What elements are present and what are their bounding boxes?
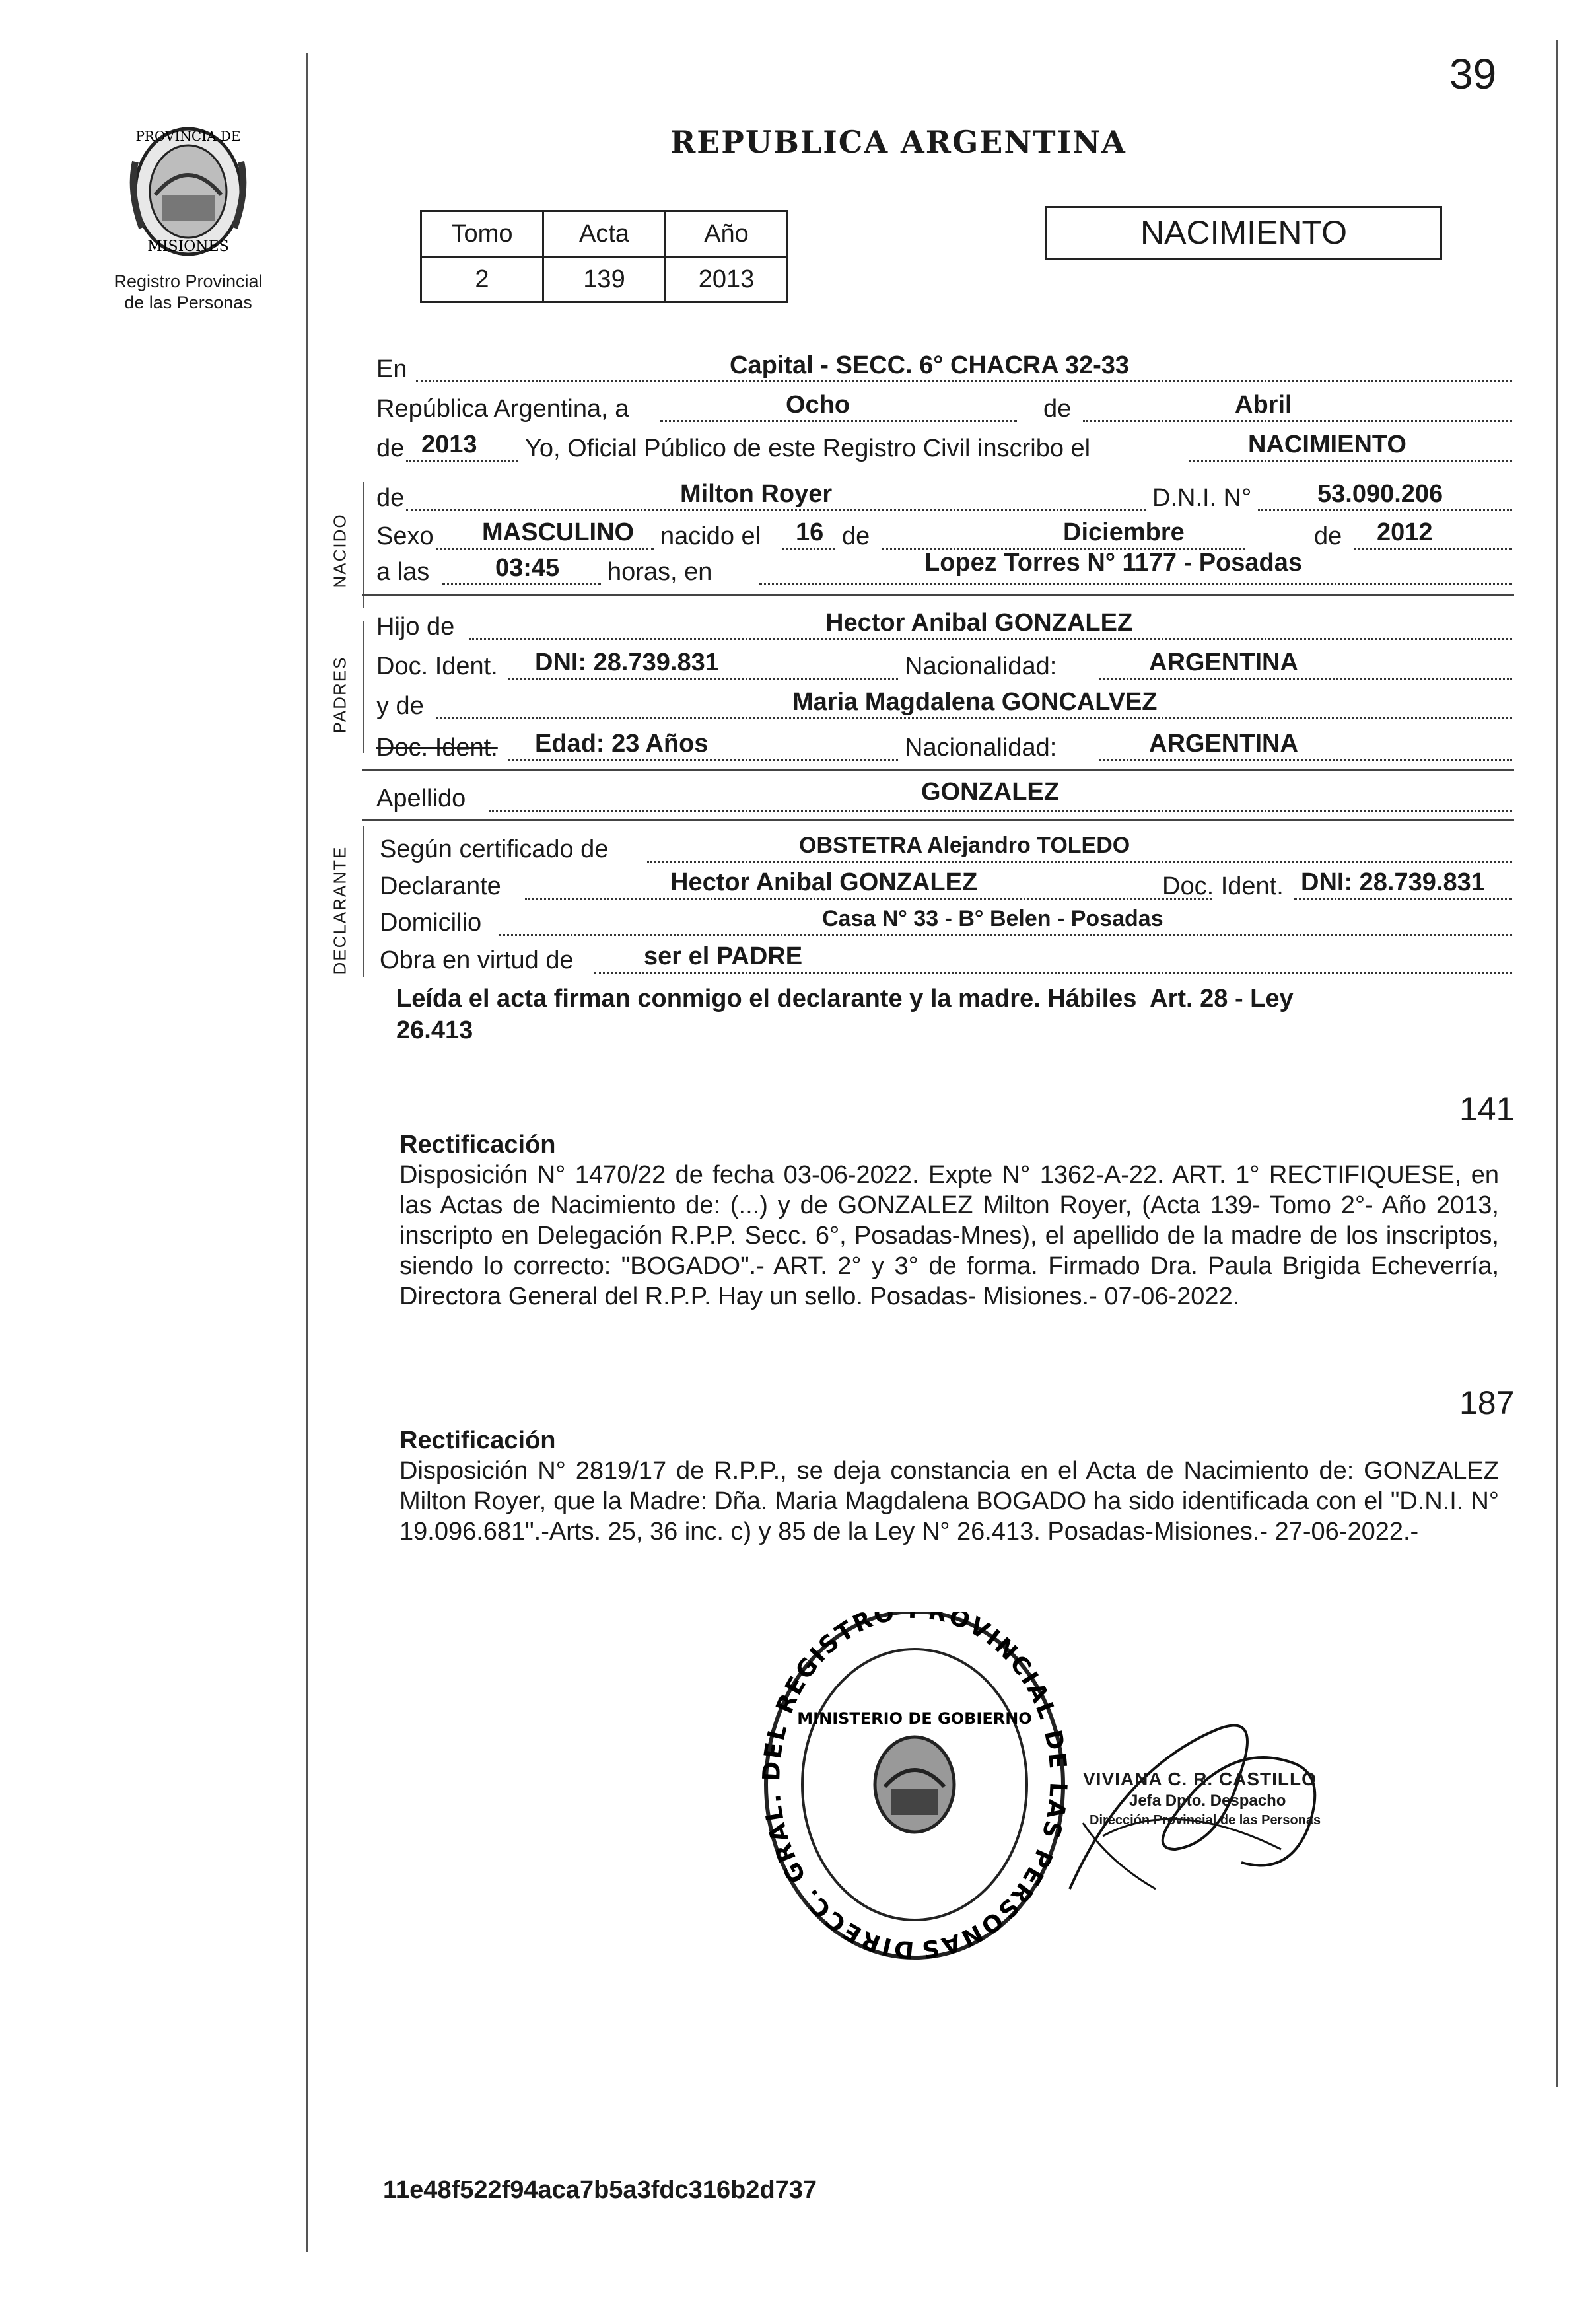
tomo-value: 2: [421, 257, 543, 302]
nombre-label: de: [376, 484, 405, 512]
declarante-bracket: [363, 826, 364, 977]
decl-doc-value: DNI: 28.739.831: [1301, 869, 1485, 896]
row-madre: [376, 690, 1512, 723]
row-certificado: [376, 834, 1512, 867]
dni-value: 53.090.206: [1317, 480, 1443, 508]
registry-name: [86, 271, 291, 313]
obra-label: Obra en virtud de: [380, 946, 574, 974]
domicilio-label: Domicilio: [380, 909, 482, 937]
madre-value: Maria Magdalena GONCALVEZ: [792, 688, 1158, 716]
row-declarante: [376, 870, 1512, 904]
lugar-nac-value: Lopez Torres N° 1177 - Posadas: [924, 549, 1303, 577]
left-margin-line: [306, 53, 308, 2252]
nombre-value: Milton Royer: [680, 480, 833, 508]
side-label-nacido: NACIDO: [330, 513, 350, 588]
de-label: de: [1043, 395, 1072, 423]
leida-line2: 26.413: [396, 1016, 473, 1044]
padres-bracket: [363, 621, 364, 753]
hora-value: 03:45: [495, 554, 560, 582]
nac-de2-label: de: [1314, 522, 1342, 550]
domicilio-value: Casa N° 33 - B° Belen - Posadas: [822, 906, 1163, 931]
registry-line1: Registro Provincial: [114, 271, 263, 291]
document-type-box: NACIMIENTO: [1045, 206, 1442, 260]
province-logo: [116, 116, 261, 267]
page-title: REPUBLICA ARGENTINA: [670, 124, 1127, 160]
row-nombre: [376, 482, 1512, 515]
registry-line2: de las Personas: [124, 293, 252, 312]
nac-de-label: de: [842, 522, 870, 550]
side-label-padres: PADRES: [330, 656, 350, 734]
row-apellido: [376, 778, 1512, 816]
anio-value: 2013: [666, 257, 788, 302]
document-hash: 11e48f522f94aca7b5a3fdc316b2d737: [383, 2176, 817, 2204]
svg-text:DIRECC. GRAL. DEL REGISTRO PRO: DIRECC. GRAL. DEL REGISTRO ROVINCIAL DE LAS PERSONAS: [759, 1612, 1070, 1964]
republica-label: República Argentina, a: [376, 395, 629, 423]
padre-nac-label: Nacionalidad:: [905, 653, 1057, 680]
sexo-label: Sexo: [376, 522, 434, 550]
official-stamp: [759, 1612, 1070, 1968]
leida-line1: Leída el acta firman conmigo el declarante y la madre. Hábiles Art. 28 - Ley: [396, 985, 1294, 1012]
apellido-label: Apellido: [376, 785, 466, 812]
row-domicilio: [376, 907, 1512, 940]
certificado-label: Según certificado de: [380, 835, 609, 863]
rectif1-text: Disposición N° 1470/22 de fecha 03-06-2022. Expte N° 1362-A-22. ART. 1° RECTIFIQUESE, en las Actas de Nacimiento de: (...) y de GONZALEZ Milton Royer, (Acta 139- Tomo 2°- Año 2013, inscripto en Delegación R.P.P. Secc. 6°, Posadas-Mnes), el apellido de la madre de los inscriptos, siendo lo correcto: "BOGADO".- ART. 2° y 3° de forma. Firmado Dra. Paula Brigida Echeverría, Directora General del R.P.P. Hay un sello. Posadas- Misiones.- 07-06-2022.: [399, 1161, 1499, 1310]
acta-label: Acta: [543, 211, 666, 257]
rectif1-title: Rectificación: [399, 1131, 556, 1158]
anio-label: de: [376, 435, 405, 462]
svg-text:PROVINCIA DE: PROVINCIA DE: [135, 128, 241, 144]
rectif2-text: Disposición N° 2819/17 de R.P.P., se deja constancia en el Acta de Nacimiento de: GONZALEZ Milton Royer, que la Madre: Dña. Maria Magdalena BOGADO ha sido identificada con el "D.N.I. N° 19.096.681".-Arts. 25, 36 inc. c) y 85 de la Ley N° 26.413. Posadas-Misiones.- 27-06-2022.-: [399, 1457, 1499, 1545]
rectif1-number: 141: [1459, 1090, 1515, 1127]
madre-doc-label-struck: Doc. Ident.: [376, 734, 498, 762]
svg-text:MISIONES: MISIONES: [147, 238, 229, 255]
row-madre-doc: [376, 732, 1512, 765]
svg-text:MINISTERIO DE GOBIERNO: MINISTERIO DE GOBIERNO: [797, 1709, 1032, 1728]
tomo-label: Tomo: [421, 211, 543, 257]
padre-doc-label: Doc. Ident.: [376, 653, 498, 680]
signer-role: Jefa Dpto. Despacho: [1129, 1792, 1286, 1810]
dni-label: D.N.I. N°: [1152, 484, 1252, 512]
padre-nac-value: ARGENTINA: [1149, 649, 1298, 676]
declarante-value: Hector Anibal GONZALEZ: [670, 869, 978, 896]
signer-org: Dirección Provincial de las Personas: [1090, 1813, 1321, 1828]
leida-statement: [396, 983, 1294, 1046]
row-padre: [376, 611, 1512, 644]
nacido-bracket: [363, 482, 364, 608]
rectif2-number: 187: [1459, 1384, 1515, 1421]
certificado-value: OBSTETRA Alejandro TOLEDO: [799, 833, 1130, 858]
madre-nac-value: ARGENTINA: [1149, 730, 1298, 758]
side-label-declarante: DECLARANTE: [330, 845, 350, 975]
apellido-value: GONZALEZ: [921, 778, 1059, 806]
mes-value: Abril: [1235, 391, 1292, 419]
row-hora: [376, 549, 1512, 589]
acta-value: 139: [543, 257, 666, 302]
horas-en-label: horas, en: [607, 558, 712, 586]
separator-2: [362, 769, 1514, 771]
declarante-label: Declarante: [380, 872, 501, 900]
row-lugar: [376, 353, 1512, 386]
madre-nac-label: Nacionalidad:: [905, 734, 1057, 762]
oficial-text: Yo, Oficial Público de este Registro Civil inscribo el: [525, 435, 1091, 462]
padre-value: Hector Anibal GONZALEZ: [825, 609, 1133, 637]
rectif2-title: Rectificación: [399, 1427, 556, 1454]
signature-area: [1043, 1691, 1413, 1909]
row-fecha: [376, 393, 1512, 426]
registry-table: [420, 210, 788, 303]
anio-value: 2013: [421, 431, 477, 458]
padre-doc-value: DNI: 28.739.831: [535, 649, 719, 676]
row-obra: [376, 944, 1512, 977]
hijo-label: Hijo de: [376, 613, 455, 641]
madre-edad-value: Edad: 23 Años: [535, 730, 709, 758]
hora-label: a las: [376, 558, 430, 586]
signer-name: VIVIANA C. R. CASTILLO: [1083, 1769, 1317, 1789]
row-anio: [376, 433, 1512, 466]
page-number: 39: [1449, 50, 1497, 98]
nac-dia-value: 16: [796, 518, 824, 546]
nac-anio-value: 2012: [1377, 518, 1433, 546]
en-label: En: [376, 355, 407, 383]
tipo-value: NACIMIENTO: [1248, 431, 1406, 458]
obra-value: ser el PADRE: [644, 942, 803, 970]
sexo-value: MASCULINO: [482, 518, 635, 546]
lugar-value: Capital - SECC. 6° CHACRA 32-33: [730, 351, 1130, 379]
separator-3: [362, 819, 1514, 821]
separator-1: [362, 594, 1514, 596]
anio-label: Año: [666, 211, 788, 257]
dia-value: Ocho: [786, 391, 850, 419]
decl-doc-label: Doc. Ident.: [1162, 872, 1284, 900]
nac-mes-value: Diciembre: [1063, 518, 1185, 546]
row-padre-doc: [376, 651, 1512, 684]
yde-label: y de: [376, 692, 424, 720]
right-margin-line: [1556, 40, 1558, 2087]
nacido-label: nacido el: [660, 522, 761, 550]
